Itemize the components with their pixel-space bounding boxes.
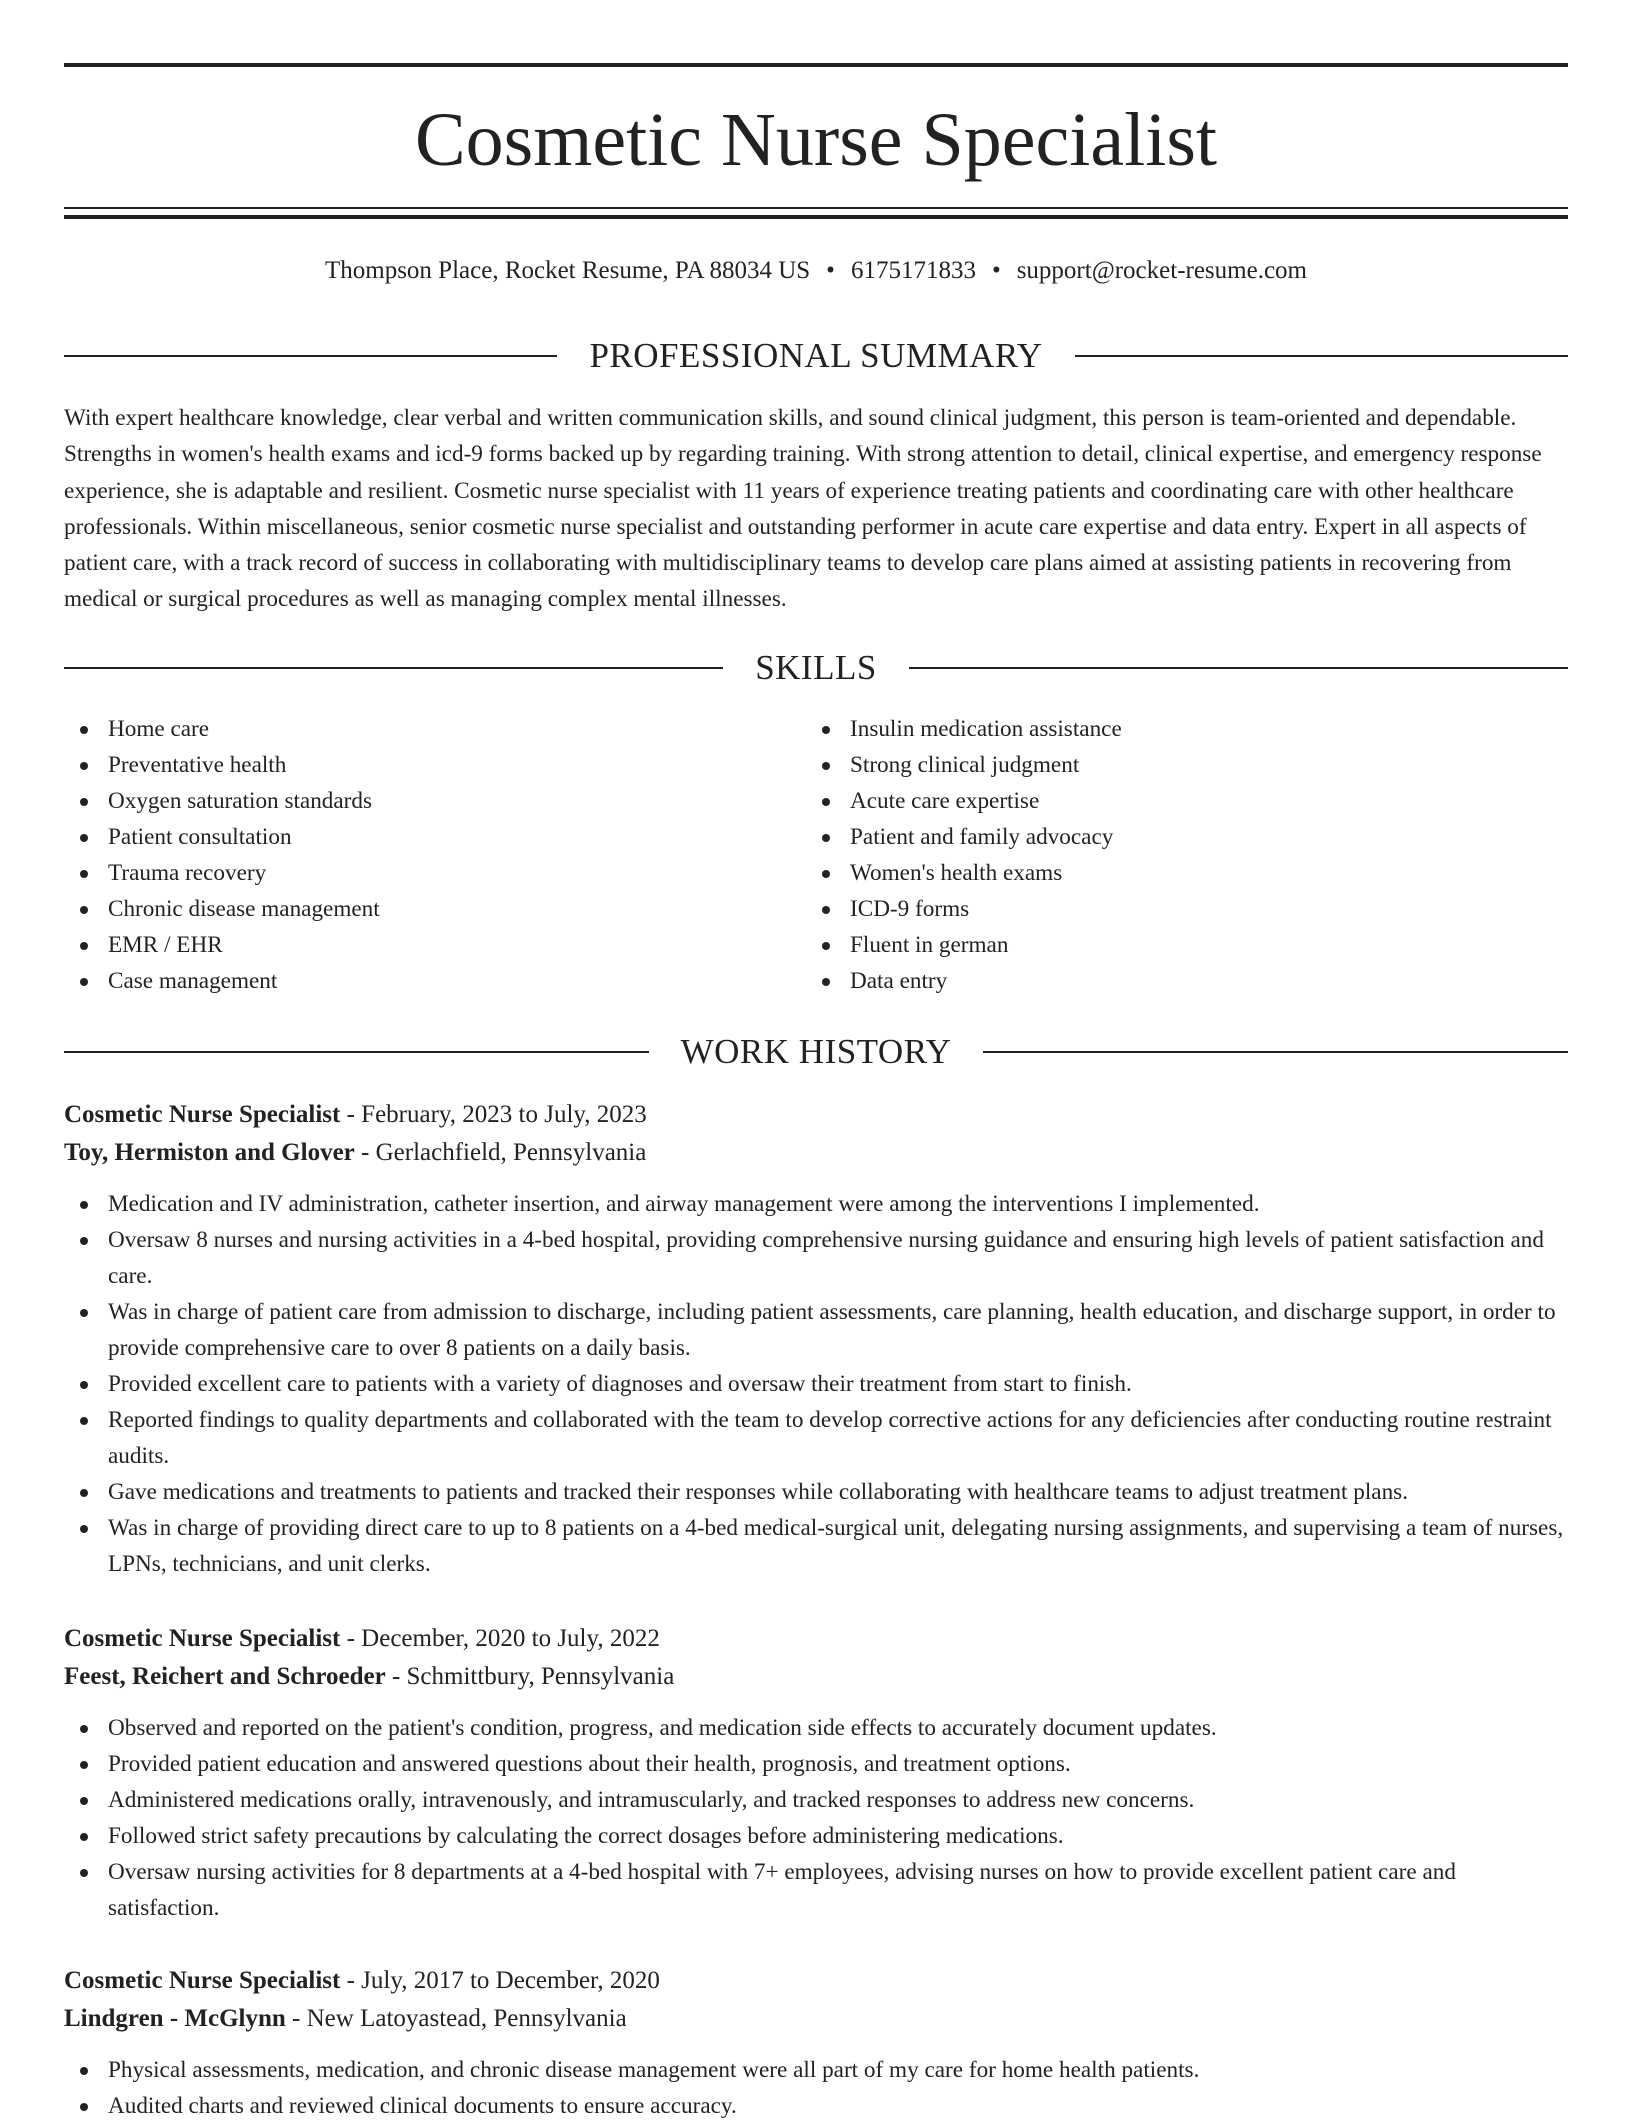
job-duty: Was in charge of providing direct care to up to 8 patients on a 4-bed medical-surgical unit, delegating nursing assignments, and supervising a team of nurses, LPNs, technicians, and unit clerks. <box>64 1510 1568 1582</box>
skill-item: Strong clinical judgment <box>806 747 1548 783</box>
job-employer: Lindgren - McGlynn <box>64 2005 286 2032</box>
skill-item: Trauma recovery <box>64 855 806 891</box>
summary-text: With expert healthcare knowledge, clear verbal and written communication skills, and sound clinical judgment, this person is team-oriented and dependable. Strengths in women's health exams and icd-9 forms backed up by regarding training. With strong attention to detail, clinical expertise, and emergency response experience, she is adaptable and resilient. Cosmetic nurse specialist with 11 years of experience treating patients and coordinating care with other healthcare professionals. Within miscellaneous, senior cosmetic nurse specialist and outstanding performer in acute care expertise and data entry. Expert in all aspects of patient care, with a track record of success in collaborating with multidisciplinary teams to develop care plans aimed at assisting patients in recovering from medical or surgical procedures as well as managing complex mental illnesses. <box>64 405 1542 613</box>
job-entry <box>64 1096 1568 1582</box>
skill-item: Case management <box>64 963 806 999</box>
job-duty: Provided excellent care to patients with a variety of diagnoses and oversaw their treatment from start to finish. <box>64 1366 1568 1402</box>
skill-item: Preventative health <box>64 747 806 783</box>
contact-line <box>64 253 1568 289</box>
job-title: Cosmetic Nurse Specialist <box>64 1967 341 1994</box>
skill-item: EMR / EHR <box>64 927 806 963</box>
job-employer-line <box>64 1658 1568 1696</box>
job-duty: Audited charts and reviewed clinical documents to ensure accuracy. <box>64 2088 1568 2124</box>
job-duty: Oversaw nursing activities for 8 departments at a 4-bed hospital with 7+ employees, advising nurses on how to provide excellent patient care and satisfaction. <box>64 1854 1568 1926</box>
skill-item: Oxygen saturation standards <box>64 783 806 819</box>
job-entry <box>64 1620 1568 1926</box>
job-title-line <box>64 1962 1568 2000</box>
skill-item: Home care <box>64 711 806 747</box>
skills-heading <box>64 646 1568 690</box>
skill-item: Data entry <box>806 963 1548 999</box>
job-employer: Toy, Hermiston and Glover <box>64 1139 355 1166</box>
job-location: - Gerlachfield, Pennsylvania <box>361 1139 647 1166</box>
summary-heading-label: PROFESSIONAL SUMMARY <box>589 336 1043 375</box>
skill-item: Chronic disease management <box>64 891 806 927</box>
header-top-rule <box>64 63 1568 67</box>
job-employer-line <box>64 2000 1568 2038</box>
skill-item: ICD-9 forms <box>806 891 1548 927</box>
skills-list-left <box>64 711 806 999</box>
job-dates: - February, 2023 to July, 2023 <box>346 1101 647 1128</box>
header-bottom-rule-thin <box>64 207 1568 209</box>
skills-list-right <box>806 711 1548 999</box>
job-employer-line <box>64 1134 1568 1172</box>
skill-item: Women's health exams <box>806 855 1548 891</box>
resume-title: Cosmetic Nurse Specialist <box>414 98 1218 182</box>
job-title: Cosmetic Nurse Specialist <box>64 1101 341 1128</box>
job-location: - New Latoyastead, Pennsylvania <box>292 2005 627 2032</box>
job-duties-list <box>64 2052 1568 2124</box>
skill-item: Acute care expertise <box>806 783 1548 819</box>
job-title-line <box>64 1620 1568 1658</box>
work-heading <box>64 1030 1568 1074</box>
heading-rule-right <box>909 667 1568 669</box>
job-duty: Was in charge of patient care from admission to discharge, including patient assessments, care planning, health education, and discharge support, in order to provide comprehensive care to over 8 patients on a daily basis. <box>64 1294 1568 1366</box>
job-location: - Schmittbury, Pennsylvania <box>391 1663 675 1690</box>
summary-heading <box>64 334 1568 378</box>
job-duty: Oversaw 8 nurses and nursing activities in a 4-bed hospital, providing comprehensive nursing guidance and ensuring high levels of patient satisfaction and care. <box>64 1222 1568 1294</box>
job-duty: Observed and reported on the patient's condition, progress, and medication side effects to accurately document updates. <box>64 1710 1568 1746</box>
job-title-line <box>64 1096 1568 1134</box>
skills-heading-label: SKILLS <box>755 648 877 687</box>
job-duty: Followed strict safety precautions by calculating the correct dosages before administering medications. <box>64 1818 1568 1854</box>
heading-rule-right <box>983 1051 1568 1053</box>
skill-item: Patient consultation <box>64 819 806 855</box>
contact-separator: • <box>826 257 835 284</box>
job-duty: Administered medications orally, intravenously, and intramuscularly, and tracked responses to address new concerns. <box>64 1782 1568 1818</box>
job-duty: Provided patient education and answered questions about their health, prognosis, and treatment options. <box>64 1746 1568 1782</box>
heading-rule-right <box>1075 355 1568 357</box>
job-duty: Gave medications and treatments to patients and tracked their responses while collaborating with healthcare teams to adjust treatment plans. <box>64 1474 1568 1510</box>
skill-item: Fluent in german <box>806 927 1548 963</box>
job-duties-list <box>64 1710 1568 1926</box>
job-duty: Medication and IV administration, catheter insertion, and airway management were among the interventions I implemented. <box>64 1186 1568 1222</box>
skills-columns <box>64 711 1568 999</box>
contact-email[interactable]: support@rocket-resume.com <box>1016 257 1307 284</box>
heading-rule-left <box>64 667 723 669</box>
skill-item: Patient and family advocacy <box>806 819 1548 855</box>
work-heading-label: WORK HISTORY <box>680 1032 952 1071</box>
skill-item: Insulin medication assistance <box>806 711 1548 747</box>
header-bottom-rule-thick <box>64 215 1568 219</box>
job-duties-list <box>64 1186 1568 1582</box>
contact-separator: • <box>991 257 1001 284</box>
job-duty: Reported findings to quality departments and collaborated with the team to develop corrective actions for any deficiencies after conducting routine restraint audits. <box>64 1402 1568 1474</box>
heading-rule-left <box>64 355 557 357</box>
job-title: Cosmetic Nurse Specialist <box>64 1625 341 1652</box>
contact-address: Thompson Place, Rocket Resume, PA 88034 US <box>324 257 811 284</box>
job-dates: - July, 2017 to December, 2020 <box>346 1967 660 1994</box>
heading-rule-left <box>64 1051 649 1053</box>
job-employer: Feest, Reichert and Schroeder <box>64 1663 386 1690</box>
contact-phone[interactable]: 6175171833 <box>850 257 976 284</box>
job-dates: - December, 2020 to July, 2022 <box>346 1625 660 1652</box>
job-duty: Physical assessments, medication, and chronic disease management were all part of my care for home health patients. <box>64 2052 1568 2088</box>
job-entry <box>64 1962 1568 2124</box>
